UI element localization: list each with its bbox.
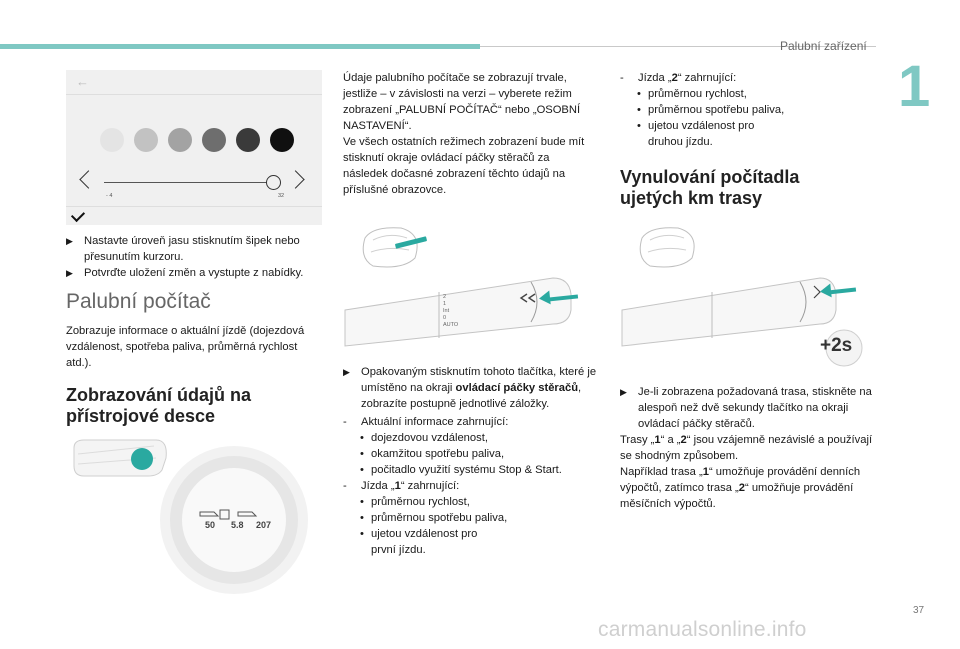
press-text-bold: ovládací páčky stěračů	[455, 382, 579, 394]
column-3-trip-2	[620, 70, 870, 150]
trip-computer-intro: Zobrazuje informace o aktuální jízdě (dojezdová vzdálenost, spotřeba paliva, průměrná rychlost atd.).	[66, 325, 305, 369]
display-value-consumption: 5.8	[231, 520, 244, 530]
left-arrow-icon[interactable]	[79, 170, 97, 188]
list-item: • okamžitou spotřebu paliva,	[360, 448, 505, 460]
stalk-label: 1	[443, 301, 447, 307]
confirm-check-icon[interactable]	[71, 208, 85, 222]
stalk-label: 2	[443, 294, 447, 300]
instrument-panel-drawing	[66, 432, 326, 607]
pointer-bullet-icon: ▶	[66, 236, 73, 246]
instrument-panel-illustration	[66, 432, 326, 607]
slider-min-label: - 4	[106, 193, 113, 199]
brightness-settings-screen	[66, 70, 322, 225]
list-item: • průměrnou spotřebu paliva,	[637, 104, 785, 116]
list-item: • dojezdovou vzdálenost,	[360, 432, 488, 444]
stalk-label: 0	[443, 315, 447, 321]
pointer-bullet-icon: ▶	[620, 387, 627, 397]
trips-independent-paragraph: Trasy „1“ a „2“ jsou vzájemně nezávislé a používají se shodným způsobem.	[620, 434, 873, 462]
press-button-bullet	[343, 364, 598, 412]
brightness-swatch[interactable]	[202, 128, 226, 152]
brightness-swatch[interactable]	[236, 128, 260, 152]
list-item: • průměrnou rychlost,	[360, 496, 470, 508]
hold-duration-badge: +2s	[820, 335, 853, 356]
display-value-stopstart: 207	[256, 520, 272, 530]
wiper-stalk-illustration	[343, 218, 593, 350]
header-accent-bar	[0, 44, 480, 49]
slider-track[interactable]	[104, 182, 280, 183]
pointer-bullet-icon: ▶	[66, 268, 73, 278]
screen-footer-rule	[66, 206, 322, 207]
heading-reset-trip: Vynulování počítadla ujetých km trasy	[620, 167, 800, 208]
column-2-steps	[343, 364, 598, 558]
heading-trip-computer: Palubní počítač	[66, 290, 211, 313]
reset-bullet	[620, 384, 878, 432]
reset-instruction: Je-li zobrazena požadovaná trasa, stiskněte na alespoň než dvě sekundy tlačítko na okraji ovládací páčky stěračů.	[638, 386, 872, 430]
watermark: carmanualsonline.info	[598, 618, 807, 641]
wiper-stalk-reset-illustration	[620, 218, 870, 378]
instruction-confirm: Potvrďte uložení změn a vystupte z nabídky.	[84, 267, 304, 279]
pointer-bullet-icon: ▶	[343, 367, 350, 377]
stalk-label: Int	[443, 308, 450, 314]
stalk-position-labels	[443, 294, 458, 329]
screen-header-rule	[66, 94, 322, 95]
stalk-arrowhead-icon	[538, 290, 550, 305]
heading-instrument-display: Zobrazování údajů na přístrojové desce	[66, 385, 252, 426]
instruction-bullet	[66, 265, 328, 281]
trip-1-group: - Jízda „1“ zahrnující:	[343, 480, 460, 492]
current-info-heading: Aktuální informace zahrnující:	[361, 416, 509, 428]
instruction-adjust: Nastavte úroveň jasu stisknutím šipek nebo přesunutím kurzoru.	[84, 235, 300, 263]
section-title: Palubní zařízení	[780, 39, 867, 53]
brightness-swatches	[100, 128, 296, 154]
press-text-2: , zobrazíte postupně jednotlivé záložky.	[361, 382, 582, 410]
display-value-range: 50	[205, 520, 216, 530]
stalk-label: AUTO	[443, 322, 459, 328]
brightness-swatch[interactable]	[134, 128, 158, 152]
column-3-reset-text	[620, 384, 878, 512]
back-icon: ←	[76, 74, 89, 89]
brightness-swatch[interactable]	[270, 128, 294, 152]
list-item: • ujetou vzdálenost pro první jízdu.	[360, 528, 478, 556]
column-1-instructions	[66, 233, 328, 281]
display-mode-paragraph-1: Údaje palubního počítače se zobrazují trvale, jestliže – v závislosti na verzi – vyberete režim zobrazení „PALUBNÍ POČÍTAČ“ nebo „OSOBNÍ NASTAVENÍ“.	[343, 72, 581, 132]
current-info-group: - Aktuální informace zahrnující:	[343, 416, 509, 428]
brightness-swatch[interactable]	[168, 128, 192, 152]
slider-cursor[interactable]	[266, 175, 281, 190]
trips-example-paragraph: Například trasa „1“ umožňuje provádění denních výpočtů, zatímco trasa „2“ umožňuje provádění měsíčních výpočtů.	[620, 466, 861, 510]
list-item: • počitadlo využití systému Stop & Start.	[360, 464, 562, 476]
list-item: • průměrnou rychlost,	[637, 88, 747, 100]
press-text-1: Opakovaným stisknutím tohoto tlačítka, které je umístěno na okraji	[361, 366, 597, 394]
display-mode-paragraph-2: Ve všech ostatních režimech zobrazení bude mít stisknutí okraje ovládací páčky stěračů za následek dočasné zobrazení těchto údajů na příslušné obrazovce.	[343, 136, 585, 196]
right-arrow-icon[interactable]	[286, 170, 304, 188]
slider-max-label: 32	[278, 193, 285, 199]
wiper-stalk-drawing	[343, 218, 593, 350]
list-item: • průměrnou spotřebu paliva,	[360, 512, 508, 524]
trip-2-group: - Jízda „2“ zahrnující:	[620, 72, 737, 84]
list-item: • ujetou vzdálenost pro druhou jízdu.	[637, 120, 755, 148]
brightness-swatch[interactable]	[100, 128, 124, 152]
stalk-arrowhead-icon	[819, 283, 831, 298]
page-number: 37	[913, 605, 925, 616]
chapter-number: 1	[898, 54, 931, 119]
instruction-bullet	[66, 233, 328, 265]
